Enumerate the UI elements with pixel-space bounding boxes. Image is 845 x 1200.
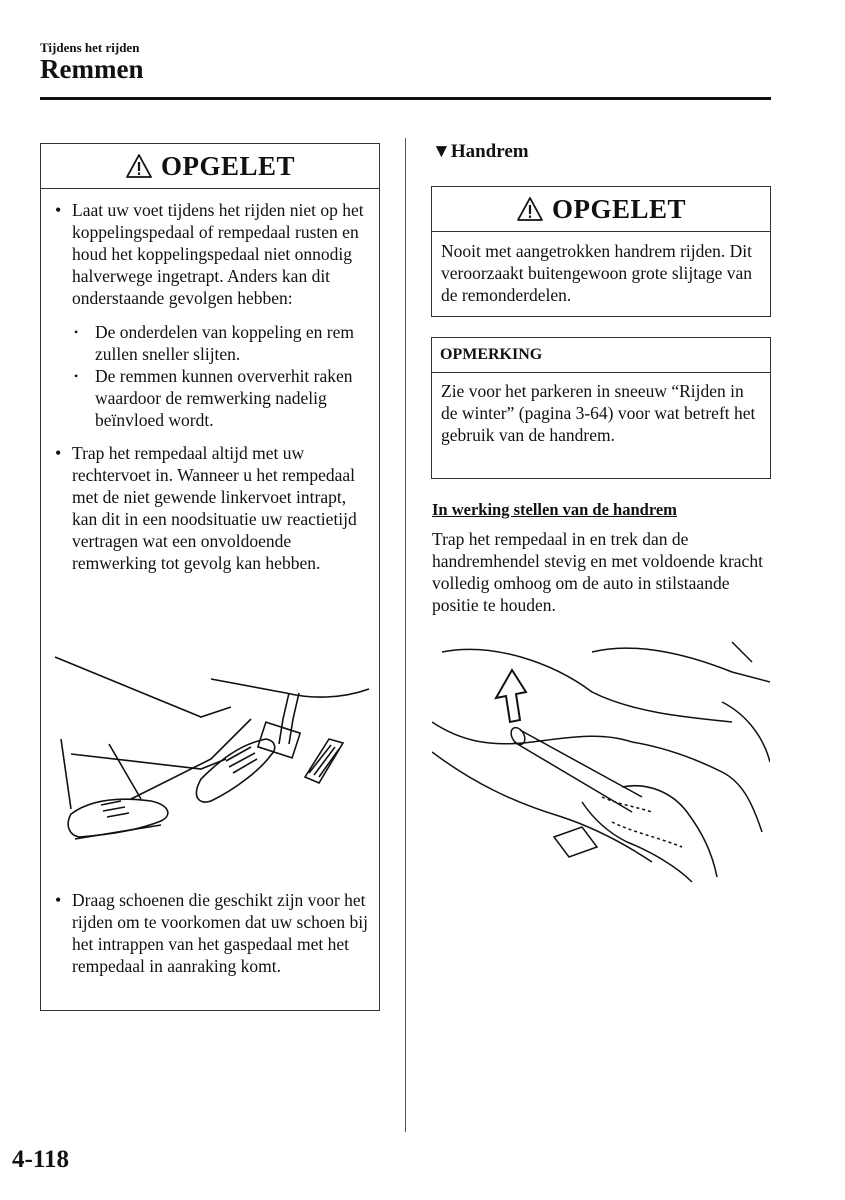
warning-triangle-icon [125, 153, 153, 179]
caution-header [432, 187, 770, 232]
caution-box-left [40, 143, 380, 1011]
list-item [41, 889, 371, 977]
handbrake-illustration [432, 632, 770, 887]
list-item [41, 199, 369, 431]
column-divider [405, 138, 406, 1132]
header-rule [40, 97, 771, 100]
up-arrow-icon [496, 670, 526, 722]
triangle-marker-icon: ▼ [432, 141, 451, 162]
operation-text: Trap het rempedaal in en trek dan de handremhendel stevig en met voldoende kracht volledig omhoog om de auto in stilstaande positie te houden. [432, 529, 763, 615]
sub-list-item: • De onderdelen van koppeling en rem zullen sneller slijten. [72, 321, 369, 365]
sub-list-item: • De remmen kunnen oververhit raken waardoor de remwerking nadelig beïnvloed wordt. [72, 365, 369, 431]
caution-header [41, 144, 379, 189]
caution-box-right [431, 186, 771, 317]
caution-title: OPGELET [160, 150, 296, 181]
section-label: Tijdens het rijden [40, 40, 140, 55]
page-number: 4-118 [12, 1146, 69, 1173]
subsection-title: Handrem [450, 141, 529, 162]
bullet-text: Laat uw voet tijdens het rijden niet op het koppelingspedaal of rempedaal rusten en houd het koppelingspedaal niet onnodig halverwege ingetrapt. Anders kan dit onderstaande gevolgen hebben: [72, 200, 364, 308]
operation-heading: In werking stellen van de handrem [432, 500, 677, 519]
subsection-heading [432, 141, 529, 163]
caution-title: OPGELET [551, 193, 687, 224]
note-box [431, 337, 771, 479]
bullet-text: Trap het rempedaal altijd met uw rechtervoet in. Wanneer u het rempedaal met de niet gewende linkervoet intrapt, kan dit in een noodsituatie uw reactietijd vertragen wat een onvoldoende remwerking tot gevolg kan hebben. [72, 443, 357, 573]
list-item [41, 442, 369, 574]
bullet-text: Draag schoenen die geschikt zijn voor het rijden om te voorkomen dat uw schoen bij het intrappen van het gaspedaal met het rempedaal in aanraking komt. [72, 890, 368, 976]
page-title: Remmen [40, 54, 144, 84]
caution-text: Nooit met aangetrokken handrem rijden. Dit veroorzaakt buitengewoon grote slijtage van de remonderdelen. [441, 241, 753, 305]
note-text: Zie voor het parkeren in sneeuw “Rijden in de winter” (pagina 3-64) voor wat betreft het gebruik van de handrem. [441, 381, 756, 445]
pedal-illustration [51, 649, 371, 869]
warning-triangle-icon [516, 196, 544, 222]
note-title: OPMERKING [432, 338, 770, 373]
